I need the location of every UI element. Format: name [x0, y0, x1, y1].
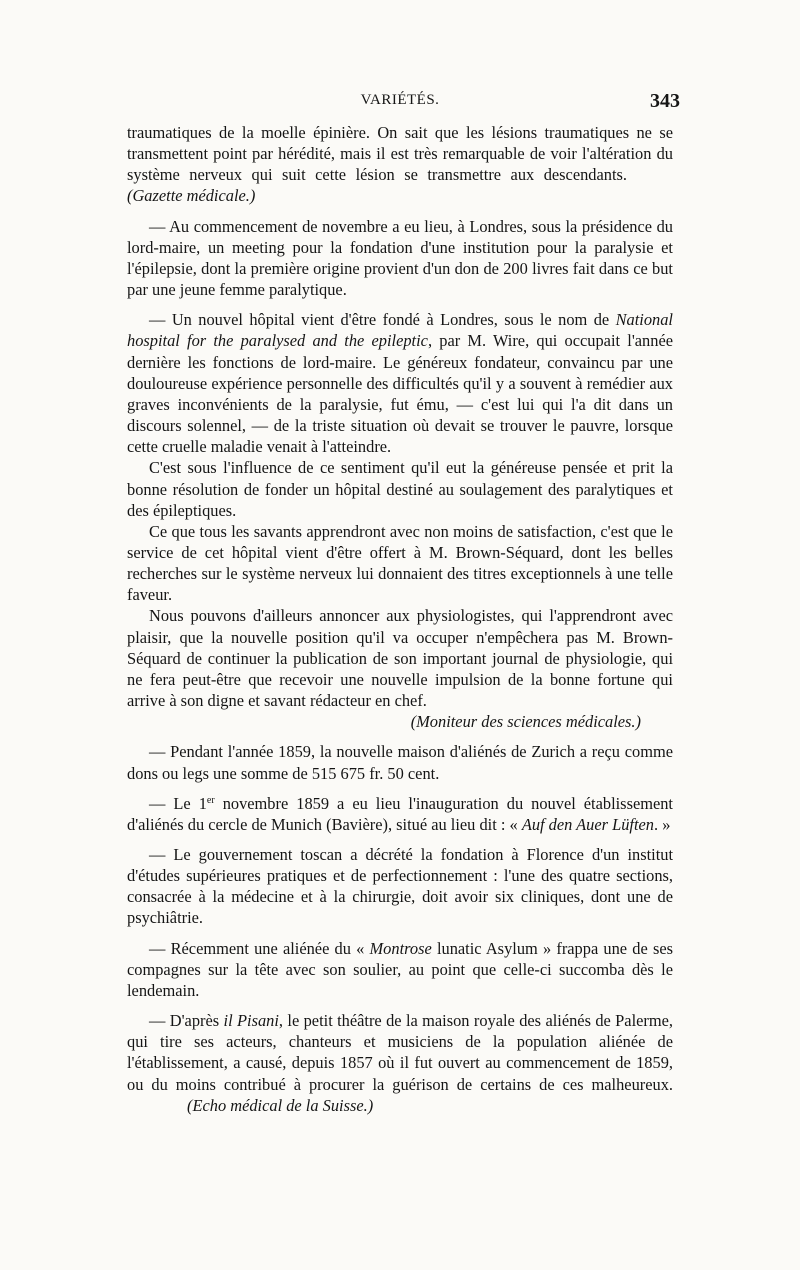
- paragraph-text: , le petit théâtre de la maison royale des aliénés de Palerme, qui tire ses acteurs, chanteurs et musiciens de la population aliénée de l'établissement, a causé, depuis 1857 où il fut ouvert au commencement de 1859, ou du moins contribué à procurer la guérison de certains de ces malheureux.: [127, 1011, 673, 1094]
- paragraph-london-meeting: — Au commencement de novembre a eu lieu, à Londres, sous la présidence du lord-maire, un meeting pour la fondation d'une institution pour la paralysie et l'épilepsie, dont la première origine provient d'un don de 200 livres fait dans ce but par une jeune femme paralytique.: [127, 216, 673, 300]
- newspaper-name: il Pisani: [223, 1011, 279, 1031]
- paragraph-text: — D'après: [149, 1011, 224, 1031]
- paragraph-brown-sequard: Ce que tous les savants apprendront avec non moins de satisfaction, c'est que le service de cet hôpital vient d'être offert à M. Brown-Séquard, dont les belles recherches sur le système nerveux lui donnaient des titres exceptionnels à une telle faveur.: [127, 521, 673, 605]
- paragraph-zurich: — Pendant l'année 1859, la nouvelle maison d'aliénés de Zurich a reçu comme dons ou legs une somme de 515 675 fr. 50 cent.: [127, 742, 673, 783]
- paragraph-text: — Un nouvel hôpital vient d'être fondé à Londres, sous le nom de: [149, 310, 616, 330]
- hospital-name: National hospital for the paralysed and the epileptic: [127, 310, 673, 351]
- paragraph-florence: — Le gouvernement toscan a décrété la fondation à Florence d'un institut d'études supérieures pratiques et de perfectionnement : l'une des quatre sections, consacrée à la médecine et à la chirurgie, doit avoir six cliniques, dont une de psychiâtrie.: [127, 845, 673, 928]
- asylum-name: Montrose: [369, 938, 432, 958]
- superscript: er: [206, 794, 215, 806]
- paragraph-founder-resolution: C'est sous l'influence de ce sentiment qu'il eut la généreuse pensée et prit la bonne résolution de fonder un hôpital destiné au soulagement des paralytiques et des épileptiques.: [127, 458, 673, 520]
- paragraph-national-hospital: [127, 309, 673, 457]
- source-citation: (Gazette médicale.): [127, 186, 256, 206]
- paragraph-text: — Le 1: [149, 793, 207, 813]
- paragraph-text: — Récemment une aliénée du «: [149, 938, 370, 958]
- place-name: Auf den Auer Lüften: [521, 814, 655, 834]
- paragraph-text: traumatiques de la moelle épinière. On sait que les lésions traumatiques ne se transmettent point par hérédité, mais il est très remarquable de voir l'altération du système nerveux qui suit cette lésion se transmettre aux descendants.: [127, 123, 673, 185]
- paragraph-text: lunatic Asylum » frappa une de ses compagnes sur la tête avec son soulier, au point que celle-ci succomba dès le lendemain.: [127, 938, 673, 1000]
- paragraph-text: , par M. Wire, qui occupait l'année dernière les fonctions de lord-maire. Le généreux fondateur, convaincu par une douloureuse expérience personnelle des difficultés qu'il y a souvent à remédier aux graves inconvénients de la paralysie, fut ému, — c'est lui qui l'a dit dans un discours solennel, — de la triste situation où devait se trouver le pauvre, lorsque cette cruelle maladie venait à l'atteindre.: [127, 331, 673, 457]
- source-citation: (Echo médical de la Suisse.): [187, 1095, 374, 1115]
- paragraph-montrose: [127, 938, 673, 1001]
- paragraph-palermo: [127, 1010, 673, 1116]
- source-line: [127, 711, 673, 732]
- source-citation: (Moniteur des sciences médicales.): [410, 712, 641, 732]
- paragraph-text: novembre 1859 a eu lieu l'inauguration du nouvel établissement d'aliénés du cercle de Munich (Bavière), situé au lieu dit : «: [127, 793, 673, 834]
- paragraph-spinal-lesions: [127, 122, 673, 207]
- page-number: 343: [650, 90, 680, 112]
- page-header: [0, 92, 800, 116]
- article-body: [127, 122, 673, 1116]
- paragraph-journal: Nous pouvons d'ailleurs annoncer aux physiologistes, qui l'apprendront avec plaisir, que la nouvelle position qu'il va occuper n'empêchera pas M. Brown-Séquard de continuer la publication de son important journal de physiologie, qui ne fera peut-être que recevoir une nouvelle impulsion de la bonne fortune qui arrive à son digne et savant rédacteur en chef.: [127, 606, 673, 711]
- paragraph-munich: [127, 793, 673, 835]
- running-head: VARIÉTÉS.: [360, 92, 440, 108]
- paragraph-text: . »: [654, 814, 671, 834]
